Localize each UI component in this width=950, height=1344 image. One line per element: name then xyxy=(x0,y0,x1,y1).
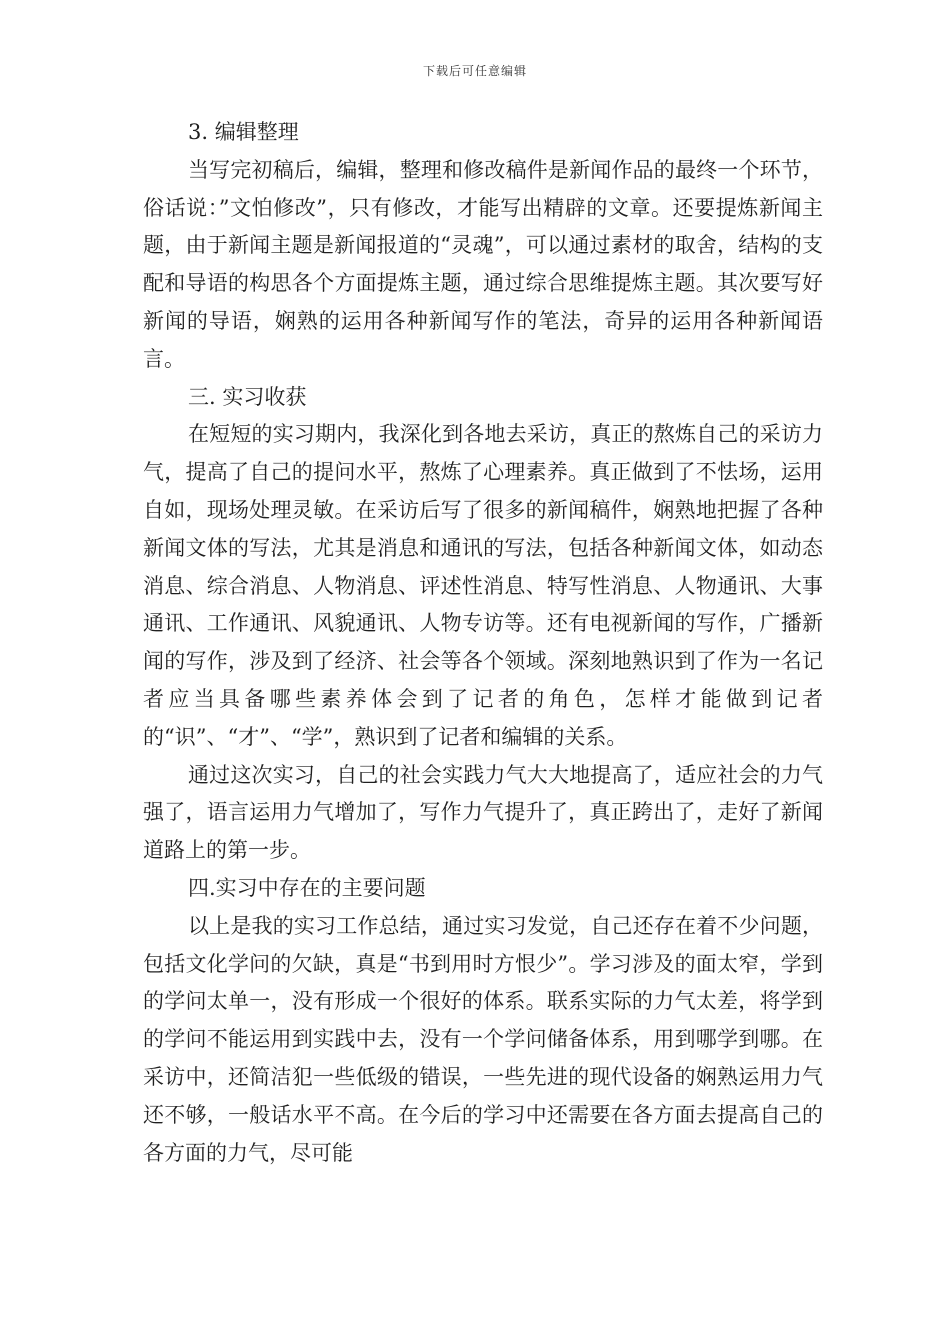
page-header: 下载后可任意编辑 xyxy=(422,64,527,78)
section-heading-editing: 3. 编辑整理 xyxy=(188,120,299,144)
paragraph-editing: 当写完初稿后，编辑，整理和修改稿件是新闻作品的最终一个环节，俗话说：”文怕修改”，只有修改，才能写出精辟的文章。还要提炼新闻主题，由于新闻主题是新闻报道的“灵魂”，可以通过素材的取舍，结构的支配和导语的构思各个方面提炼主题，通过综合思维提炼主题。其次要写好新闻的导语，娴熟的运用各种新闻写作的笔法，奇异的运用各种新闻语言。 xyxy=(143,157,823,371)
paragraph-practice-improvement: 通过这次实习，自己的社会实践力气大大地提高了，适应社会的力气强了，语言运用力气增加了，写作力气提升了，真正跨出了，走好了新闻道路上的第一步。 xyxy=(143,762,823,863)
document-body xyxy=(143,114,823,1172)
paragraph-main-problems: 以上是我的实习工作总结，通过实习发觉，自己还存在着不少问题，包括文化学问的欠缺，真是“书到用时方恨少”。学习涉及的面太窄，学到的学问太单一，没有形成一个很好的体系。联系实际的力气太差，将学到的学问不能运用到实践中去，没有一个学问储备体系，用到哪学到哪。在采访中，还简洁犯一些低级的错误，一些先进的现代设备的娴熟运用力气还不够，一般话水平不高。在今后的学习中还需要在各方面去提高自己的各方面的力气，尽可能 xyxy=(143,913,823,1165)
paragraph-internship-gains: 在短短的实习期内，我深化到各地去采访，真正的熬炼自己的采访力气，提高了自己的提问水平，熬炼了心理素养。真正做到了不怯场，运用自如，现场处理灵敏。在采访后写了很多的新闻稿件，娴熟地把握了各种新闻文体的写法，尤其是消息和通讯的写法，包括各种新闻文体，如动态消息、综合消息、人物消息、评述性消息、特写性消息、人物通讯、大事通讯、工作通讯、风貌通讯、人物专访等。还有电视新闻的写作，广播新闻的写作，涉及到了经济、社会等各个领域。深刻地熟识到了作为一名记者应当具备哪些素养体会到了记者的角色，怎样才能做到记者的“识”、“才”、“学”，熟识到了记者和编辑的关系。 xyxy=(143,422,823,749)
section-heading-internship-gains: 三. 实习收获 xyxy=(188,384,307,409)
section-heading-main-problems: 四.实习中存在的主要问题 xyxy=(188,875,426,900)
